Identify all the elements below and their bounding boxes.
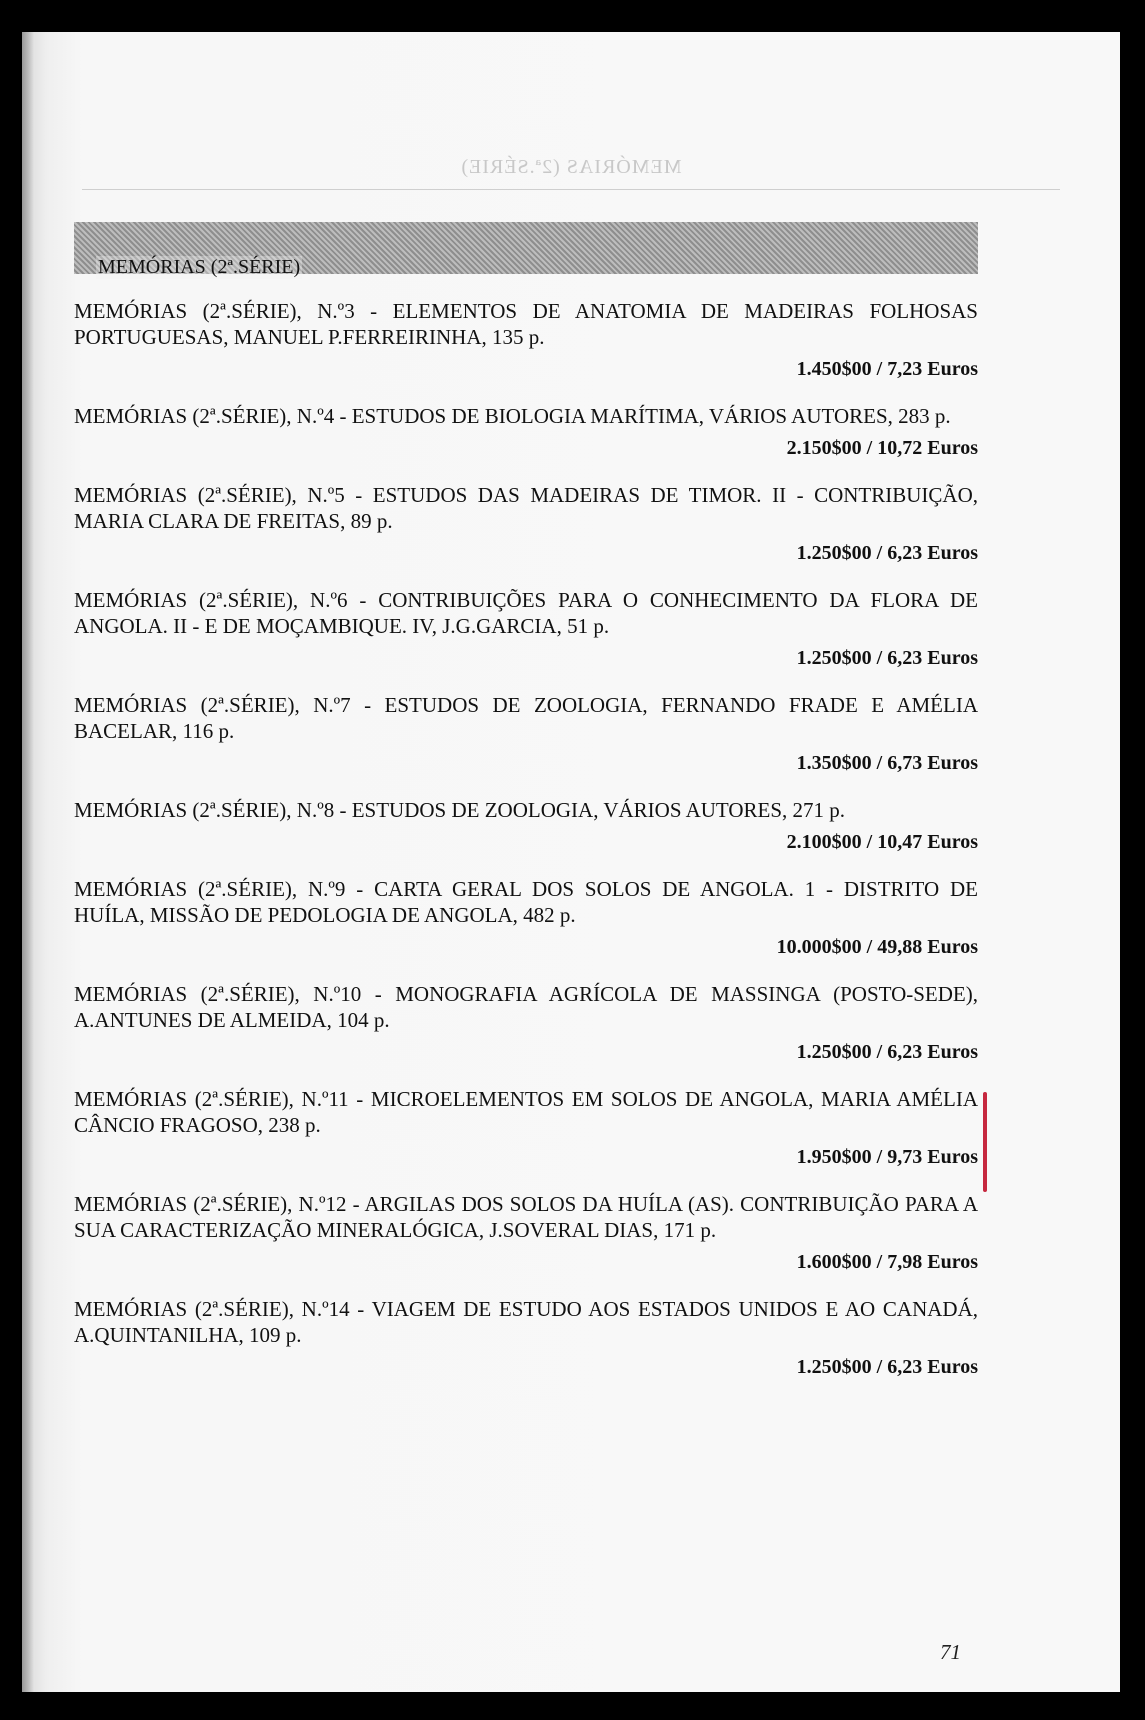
entry-price: 1.250$00 / 6,23 Euros [796,647,978,669]
entry-price: 1.250$00 / 6,23 Euros [796,1041,978,1063]
entry-title: MEMÓRIAS (2ª.SÉRIE), N.º3 - ELEMENTOS DE ANATOMIA DE MADEIRAS FOLHOSAS PORTUGUESAS, MANUEL P.FERREIRINHA, 135 p. [74,299,978,349]
entry-title: MEMÓRIAS (2ª.SÉRIE), N.º11 - MICROELEMENTOS EM SOLOS DE ANGOLA, MARIA AMÉLIA CÂNCIO FRAGOSO, 238 p. [74,1087,978,1137]
entry-title: MEMÓRIAS (2ª.SÉRIE), N.º12 - ARGILAS DOS SOLOS DA HUÍLA (AS). CONTRIBUIÇÃO PARA A SUA CARACTERIZAÇÃO MINERALÓGICA, J.SOVERAL DIAS, 171 p. [74,1192,978,1242]
spine-shadow [22,32,34,1692]
entry-price: 1.600$00 / 7,98 Euros [796,1251,978,1273]
catalog-entry [74,482,978,566]
entry-price: 1.250$00 / 6,23 Euros [796,542,978,564]
catalog-entry [74,981,978,1065]
entry-price: 1.950$00 / 9,73 Euros [796,1146,978,1168]
catalog-entry [74,587,978,671]
catalog-entry [74,298,978,382]
entry-title: MEMÓRIAS (2ª.SÉRIE), N.º14 - VIAGEM DE ESTUDO AOS ESTADOS UNIDOS E AO CANADÁ, A.QUINTANILHA, 109 p. [74,1297,978,1347]
page-number: 71 [940,1640,961,1664]
entry-title: MEMÓRIAS (2ª.SÉRIE), N.º7 - ESTUDOS DE ZOOLOGIA, FERNANDO FRADE E AMÉLIA BACELAR, 116 p. [74,693,978,743]
catalog-entry [74,797,978,855]
entry-title: MEMÓRIAS (2ª.SÉRIE), N.º5 - ESTUDOS DAS MADEIRAS DE TIMOR. II - CONTRIBUIÇÃO, MARIA CLARA DE FREITAS, 89 p. [74,483,978,533]
catalog-entries [74,298,978,1401]
entry-price: 10.000$00 / 49,88 Euros [776,936,978,958]
entry-title: MEMÓRIAS (2ª.SÉRIE), N.º4 - ESTUDOS DE BIOLOGIA MARÍTIMA, VÁRIOS AUTORES, 283 p. [74,404,951,428]
entry-price: 1.450$00 / 7,23 Euros [796,358,978,380]
book-page [22,32,1120,1692]
entry-price: 1.350$00 / 6,73 Euros [796,752,978,774]
catalog-entry [74,1296,978,1380]
section-header-band [74,222,978,278]
catalog-entry [74,692,978,776]
entry-title: MEMÓRIAS (2ª.SÉRIE), N.º10 - MONOGRAFIA AGRÍCOLA DE MASSINGA (POSTO-SEDE), A.ANTUNES DE ALMEIDA, 104 p. [74,982,978,1032]
entry-price: 2.100$00 / 10,47 Euros [786,831,978,853]
section-title: MEMÓRIAS (2ª.SÉRIE) [98,256,301,278]
catalog-entry [74,403,978,461]
catalog-entry [74,1086,978,1170]
entry-price: 2.150$00 / 10,72 Euros [786,437,978,459]
entry-title: MEMÓRIAS (2ª.SÉRIE), N.º9 - CARTA GERAL DOS SOLOS DE ANGOLA. 1 - DISTRITO DE HUÍLA, MISSÃO DE PEDOLOGIA DE ANGOLA, 482 p. [74,877,978,927]
red-pencil-mark [983,1092,987,1192]
entry-title: MEMÓRIAS (2ª.SÉRIE), N.º6 - CONTRIBUIÇÕES PARA O CONHECIMENTO DA FLORA DE ANGOLA. II - E DE MOÇAMBIQUE. IV, J.G.GARCIA, 51 p. [74,588,978,638]
entry-price: 1.250$00 / 6,23 Euros [796,1356,978,1378]
catalog-entry [74,876,978,960]
entry-title: MEMÓRIAS (2ª.SÉRIE), N.º8 - ESTUDOS DE ZOOLOGIA, VÁRIOS AUTORES, 271 p. [74,798,846,822]
catalog-entry [74,1191,978,1275]
running-head-bleedthrough: MEMÓRIAS (2ª.SÉRIE) [82,156,1060,190]
